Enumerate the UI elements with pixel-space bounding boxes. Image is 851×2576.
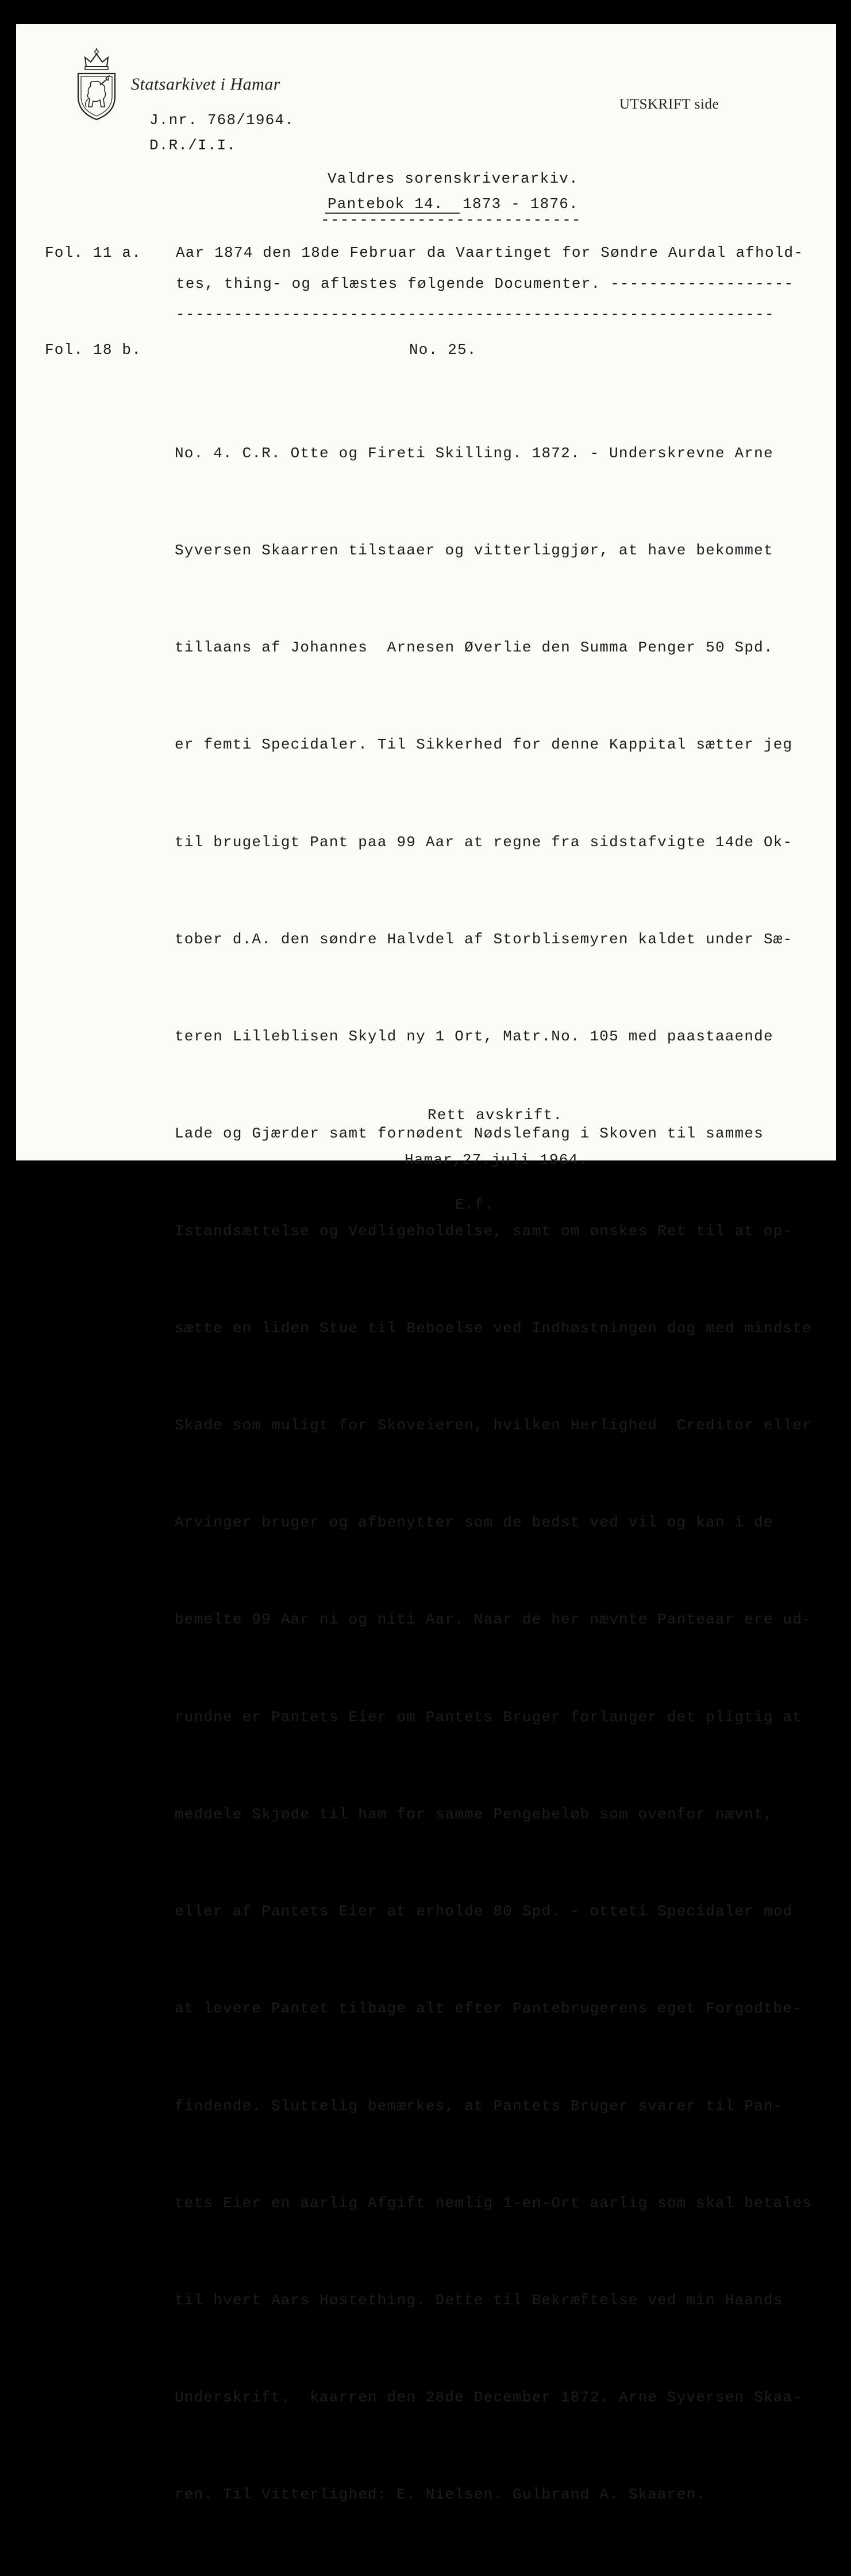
certification-line: Hamar,27.juli 1964.: [405, 1151, 588, 1169]
reference-code: D.R./I.I.: [149, 137, 237, 154]
body-line: ren. Til Vitterlighed: E. Nielsen. Gulbrand A. Skaaren.: [175, 2486, 706, 2504]
document-page: [16, 24, 836, 2504]
archive-title: Valdres sorenskriverarkiv.: [328, 170, 579, 187]
body-line: Lade og Gjærder samt fornødent Nødslefang i Skoven til sammes: [175, 1125, 764, 1143]
body-line: til brugeligt Pant paa 99 Aar at regne fra sidstafvigte 14de Ok-: [175, 833, 793, 851]
entry-header-line: tes, thing- og aflæstes følgende Documenter. -------------------: [176, 275, 794, 292]
body-line: teren Lilleblisen Skyld ny 1 Ort, Matr.No. 105 med paastaaende: [175, 1028, 773, 1046]
body-line: Arvinger bruger og afbenytter som de bedst ved vil og kan i de: [175, 1514, 773, 1532]
title-rule: ---------------------------: [321, 211, 582, 229]
body-line: Istandsættelse og Vedligeholdelse, samt om ønskes Ret til at op-: [175, 1222, 793, 1240]
body-line: Underskrift. kaarren den 28de December 1872. Arne Syversen Skaa-: [175, 2389, 803, 2407]
body-line: bemelte 99 Aar ni og niti Aar. Naar de her nævnte Panteaar ere ud-: [175, 1611, 812, 1629]
body-line: tober d.A. den søndre Halvdel af Storblisemyren kaldet under Sæ-: [175, 930, 793, 948]
body-line: No. 4. C.R. Otte og Fireti Skilling. 1872. - Underskrevne Arne: [175, 444, 773, 462]
entry-body: [175, 372, 812, 2576]
body-line: tillaans af Johannes Arnesen Øverlie den Summa Penger 50 Spd.: [175, 639, 773, 657]
archive-name: Statsarkivet i Hamar: [131, 75, 280, 94]
body-line: Syversen Skaarren tilstaaer og vitterliggjør, at have bekommet: [175, 542, 773, 560]
body-line: rundne er Pantets Eier om Pantets Bruger forlanger det pligtig at: [175, 1708, 803, 1726]
body-line: Skade som muligt for Skoveieren, hvilken Herlighed Creditor eller: [175, 1417, 812, 1434]
entry-number: No. 25.: [409, 341, 477, 358]
certification-block: [405, 1078, 588, 1242]
body-line: eller af Pantets Eier at erholde 80 Spd. - otteti Specidaler mod: [175, 1903, 793, 1921]
folio-marker: Fol. 11 a.: [45, 244, 142, 261]
separator-line: --------------------------------------------------------------: [176, 306, 775, 323]
body-line: meddele Skjøde til ham for samme Pengebeløb som ovenfor nævnt,: [175, 1805, 773, 1823]
journal-number: J.nr. 768/1964.: [149, 111, 295, 129]
certification-line: E.f.: [455, 1196, 494, 1213]
body-line: tets Eier en aarlig Afgift nemlig 1-en-Ort aarlig som skal betales: [175, 2194, 812, 2212]
body-line: sætte en liden Stue til Beboelse ved Indhøstningen dog med mindste: [175, 1319, 812, 1337]
certification-line: Rett avskrift.: [428, 1106, 563, 1124]
body-line: er femti Specidaler. Til Sikkerhed for denne Kappital sætter jeg: [175, 736, 793, 754]
body-line: at levere Pantet tilbage alt efter Pantebrugerens eget Forgodtbe-: [175, 2000, 803, 2018]
book-title: Pantebok 14. 1873 - 1876.: [328, 195, 579, 213]
coat-of-arms-icon: [75, 47, 118, 122]
body-line: findende. Sluttelig bemærkes, at Pantets Bruger svarer til Pan-: [175, 2097, 783, 2115]
folio-marker: Fol. 18 b.: [45, 341, 142, 358]
entry-header-line: Aar 1874 den 18de Februar da Vaartinget for Søndre Aurdal afhold-: [176, 244, 804, 261]
utskrift-label: UTSKRIFT side: [619, 97, 719, 112]
body-line: til hvert Aars Høstething. Dette til Bekræftelse ved min Haands: [175, 2291, 783, 2309]
